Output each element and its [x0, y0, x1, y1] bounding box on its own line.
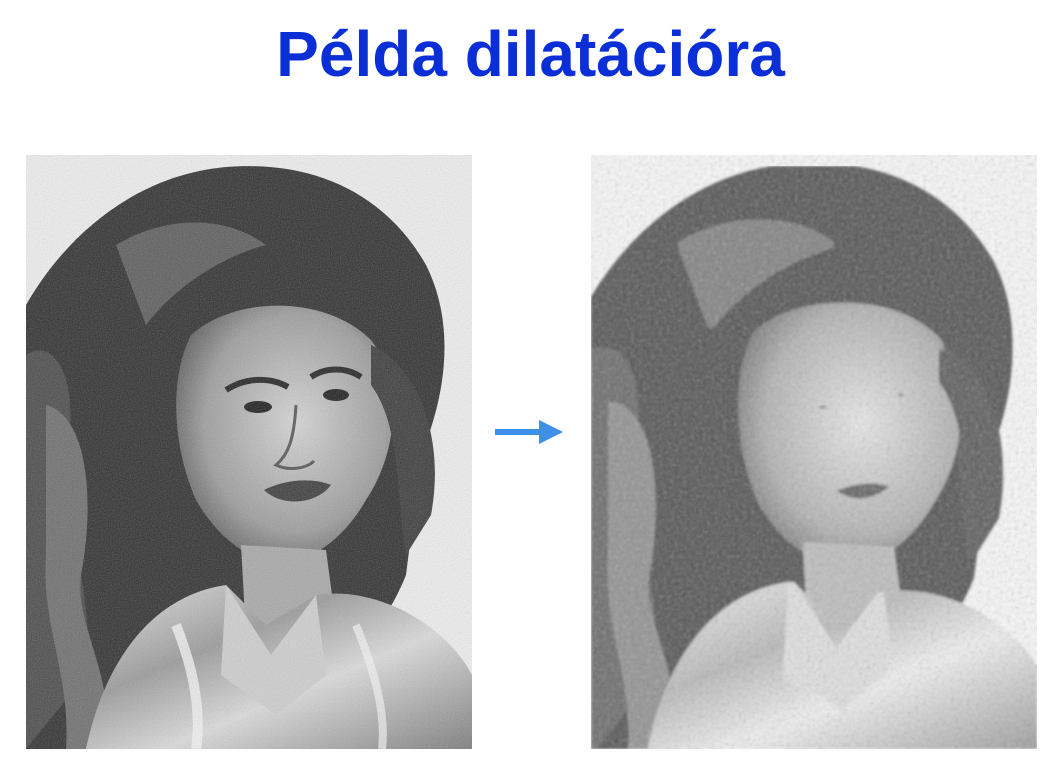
- original-portrait-image: [26, 155, 472, 749]
- right-arrow-icon: [493, 417, 565, 447]
- dilated-portrait-image: [591, 155, 1037, 749]
- slide-title: Példa dilatációra: [276, 18, 785, 90]
